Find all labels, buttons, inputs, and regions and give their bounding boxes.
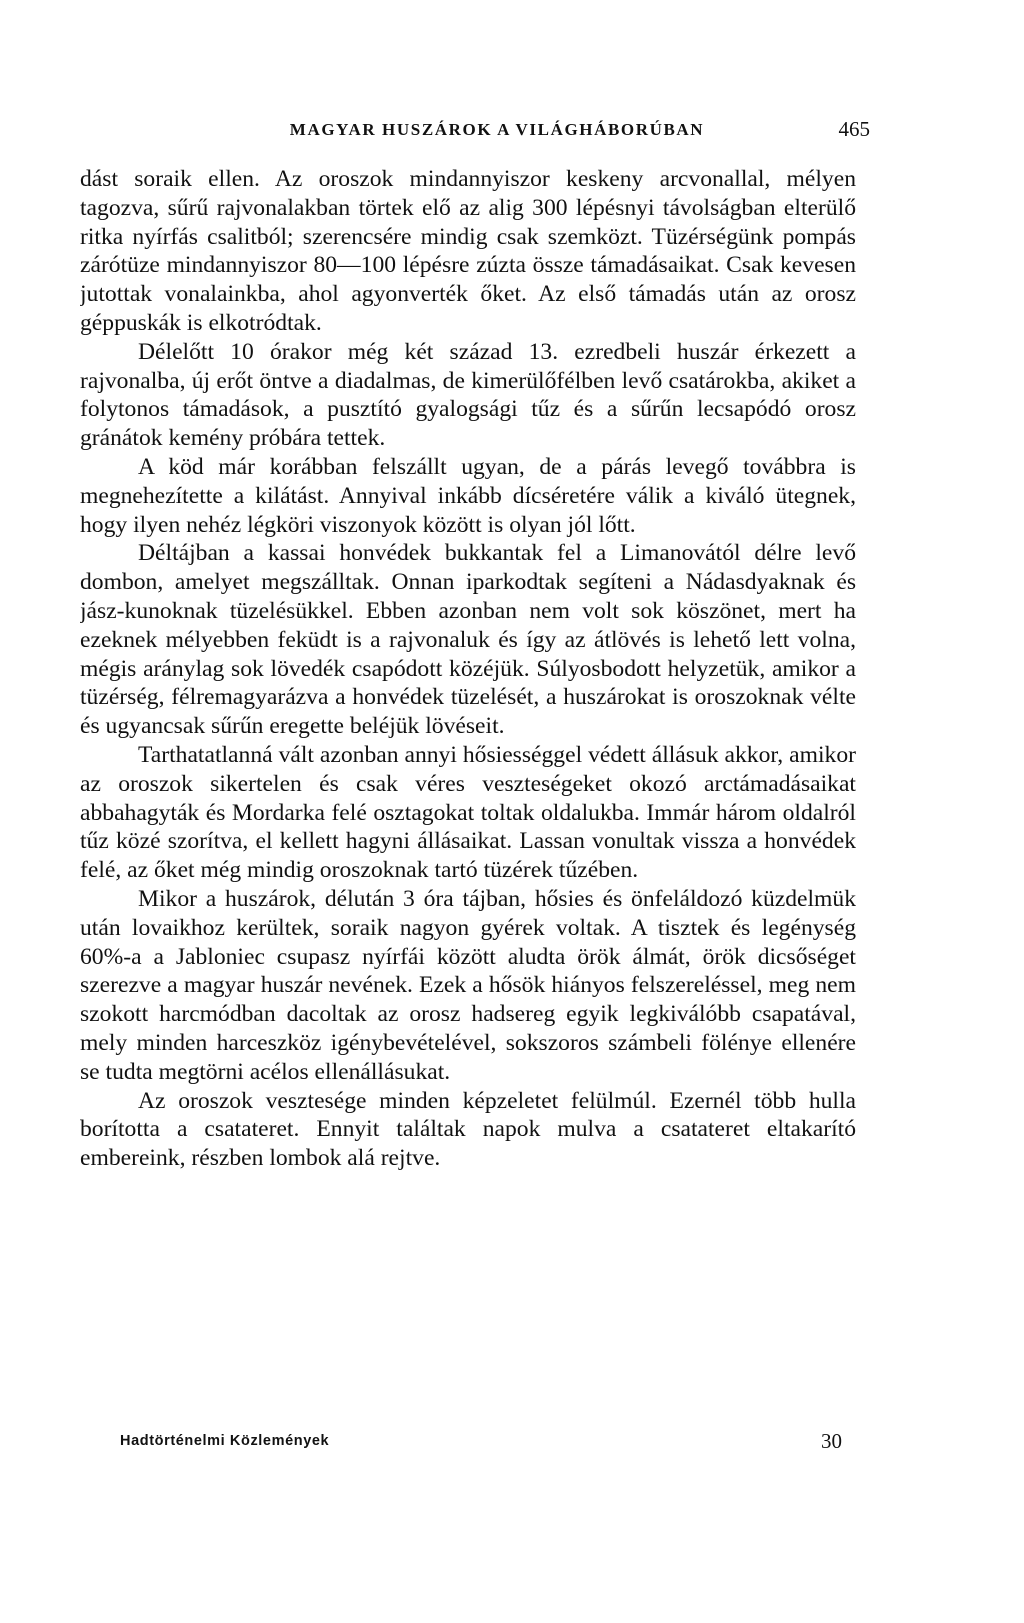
paragraph-6: Mikor a huszárok, délután 3 óra tájban, hősies és önfeláldozó küzdelmük után lovaikhoz kerültek, soraik nagyon gyérek voltak. A tisztek és legénység 60%-a a Jabloniec csupasz nyírfái között aludta örök álmát, örök dicsőséget szerezve a magyar huszár nevének. Ezek a hősök hiányos felszereléssel, meg nem szokott harcmódban dacoltak az orosz hadsereg egyik legkiválóbb csapatával, mely minden harceszköz igénybevételével, sokszoros számbeli fölénye ellenére se tudta megtörni acélos ellenállásukat. (80, 885, 856, 1085)
body-text (80, 165, 856, 1460)
footer-journal-title: Hadtörténelmi Közlemények (120, 1433, 330, 1449)
running-head (140, 117, 870, 144)
paragraph-3: A köd már korábban felszállt ugyan, de a párás levegő továbbra is megnehezítette a kilátást. Annyival inkább dícséretére válik a kiváló ütegnek, hogy ilyen nehéz légköri viszonyok között is olyan jól lőtt. (80, 453, 856, 538)
footer-signature-mark: 30 (821, 1429, 842, 1453)
paragraph-1: dást soraik ellen. Az oroszok mindannyiszor keskeny arcvonallal, mélyen tagozva, sűrű rajvonalakban törtek elő az alig 300 lépésnyi távolságban elterülő ritka nyírfás csalitból; szerencsére mindig csak szemközt. Tüzérségünk pompás zárótüze mindannyiszor 80—100 lépésre zúzta össze támadásaikat. Csak kevesen jutottak vonalainkba, ahol agyonverték őket. Az első támadás után az orosz géppuskák is elkotródtak. (80, 166, 856, 336)
paragraph-5: Tarthatatlanná vált azonban annyi hősiességgel védett állásuk akkor, amikor az oroszok sikertelen és csak véres veszteségeket okozó arctámadásaikat abbahagyták és Mordarka felé osztagokat toltak oldalukba. Immár három oldalról tűz közé szorítva, el kellett hagyni állásaikat. Lassan vonultak vissza a honvédek felé, az őket még mindig oroszoknak tartó tüzérek tűzében. (80, 741, 856, 884)
page-number: 465 (838, 117, 870, 141)
paragraph-4: Déltájban a kassai honvédek bukkantak fel a Limanovától délre levő dombon, amelyet megszálltak. Onnan iparkodtak segíteni a Nádasdyaknak és jász-kunoknak tüzelésükkel. Ebben azonban nem volt sok köszönet, mert ha ezeknek mélyebben feküdt is a rajvonaluk és így az átlövés is lehető lett volna, mégis aránylag sok lövedék csapódott közéjük. Súlyosbodott helyzetük, amikor a tüzérség, félremagyarázva a honvédek tüzelését, a huszárokat is oroszoknak vélte és ugyancsak sűrűn eregette beléjük lövéseit. (80, 540, 856, 740)
paragraph-7: Az oroszok vesztesége minden képzeletet felülmúl. Ezernél több hulla borította a csatateret. Ennyit találtak napok mulva a csatateret eltakarító embereink, részben lombok alá rejtve. (80, 1087, 856, 1172)
page-footer (120, 1429, 842, 1459)
paragraph-2: Délelőtt 10 órakor még két század 13. ezredbeli huszár érkezett a rajvonalba, új erőt öntve a diadalmas, de kimerülőfélben levő csatárokba, akiket a folytonos támadások, a pusztító gyalogsági tűz és a sűrűn lecsapódó orosz gránátok kemény próbára tettek. (80, 338, 856, 452)
running-title: MAGYAR HUSZÁROK A VILÁGHÁBORÚBAN (289, 120, 705, 139)
